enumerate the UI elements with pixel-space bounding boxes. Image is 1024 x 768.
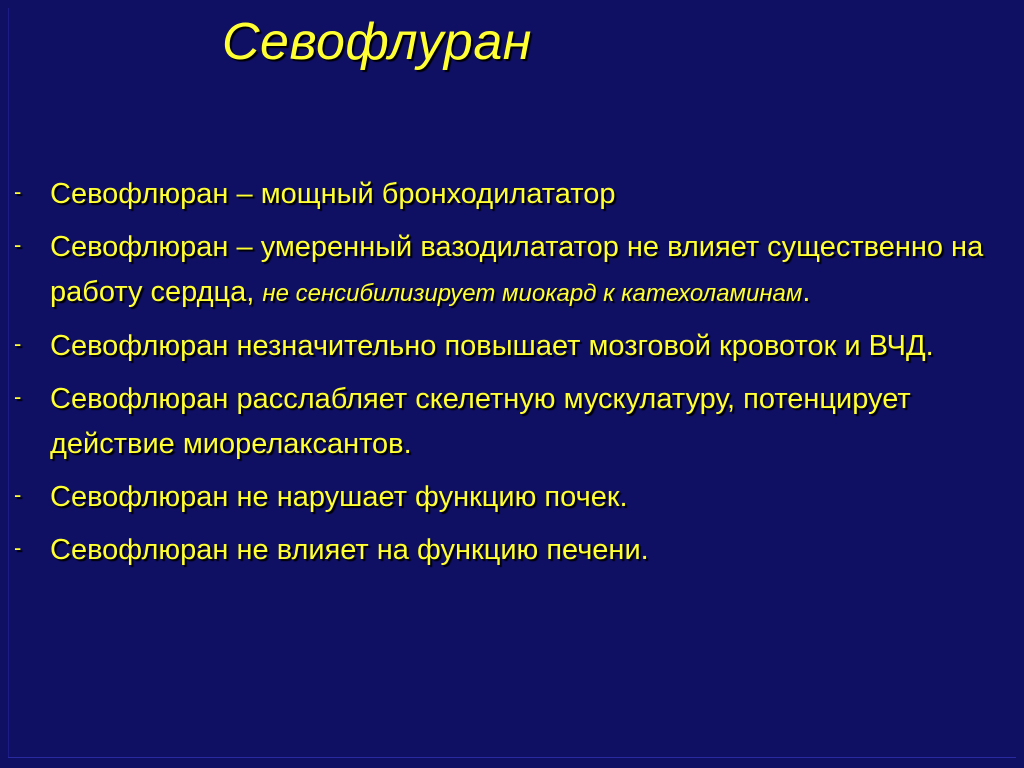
slide-title: Севофлуран — [222, 13, 532, 71]
bullet-text: Севофлюран не влияет на функцию печени. — [50, 534, 649, 566]
bullet-item — [12, 322, 1012, 369]
bullet-list — [12, 170, 1012, 579]
bullet-text-italic: не сенсибилизирует миокард к катехоламинам — [262, 280, 803, 307]
bullet-text: Севофлюран не нарушает функцию почек. — [50, 481, 628, 513]
bullet-text: Севофлюран незначительно повышает мозговой кровоток и ВЧД. — [50, 330, 934, 362]
bullet-item — [12, 223, 1012, 316]
bullet-item — [12, 170, 1012, 217]
bullet-text-main: Севофлюран – умеренный вазодилататор не влияет существенно на работу сердца, — [50, 231, 984, 308]
bullet-text — [50, 223, 1012, 316]
bullet-marker: - — [14, 331, 22, 356]
bullet-marker: - — [14, 482, 22, 507]
bullet-item — [12, 375, 1012, 467]
bottom-divider — [8, 757, 1016, 758]
bullet-text: Севофлюран расслабляет скелетную мускулатуру, потенцирует действие миорелаксантов. — [50, 383, 911, 460]
bullet-marker: - — [14, 232, 22, 257]
bullet-marker: - — [14, 535, 22, 560]
bullet-marker: - — [14, 384, 22, 409]
bullet-marker: - — [14, 179, 22, 204]
bullet-item — [12, 526, 1012, 573]
bullet-text: Севофлюран – мощный бронходилататор — [50, 178, 616, 210]
bullet-text-tail: . — [802, 276, 811, 308]
bullet-item — [12, 473, 1012, 520]
